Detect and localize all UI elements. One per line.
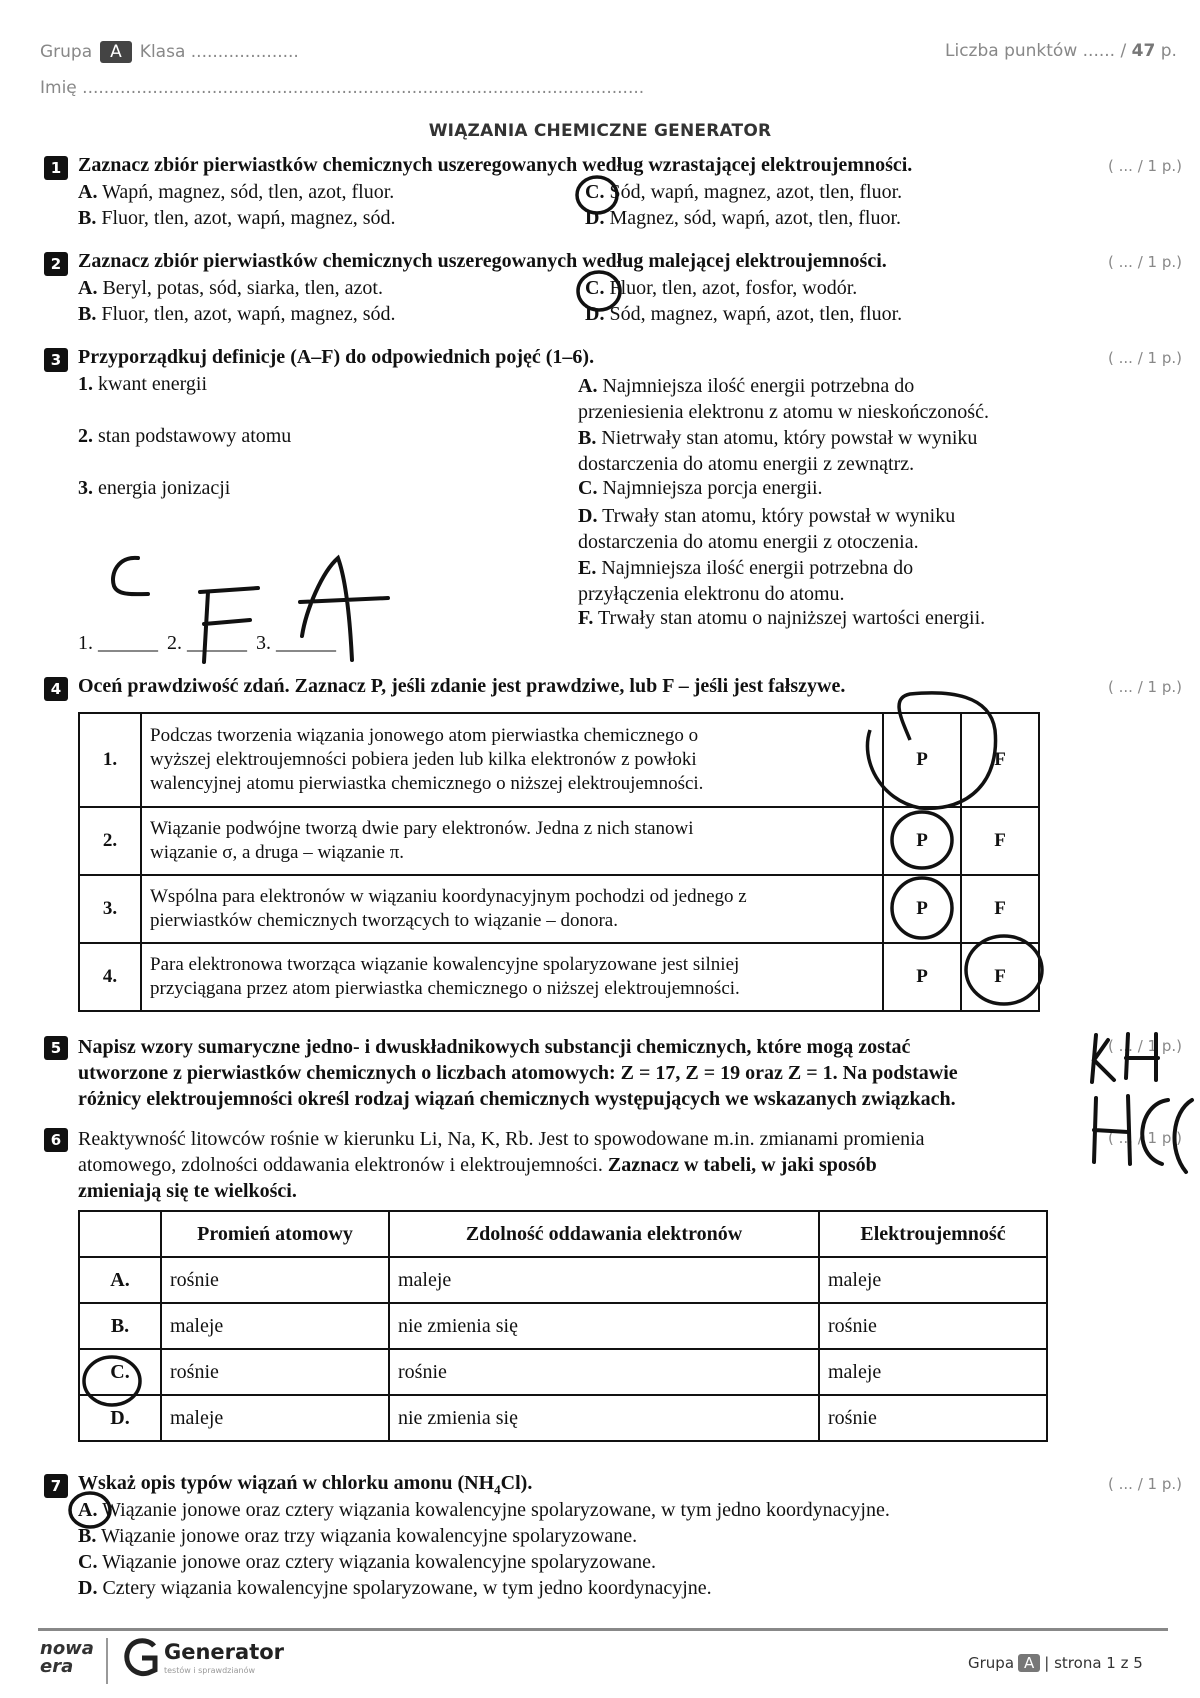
question-6-points: ( ... / 1 p.) — [1108, 1129, 1182, 1147]
concept-2: 2. stan podstawowy atomu — [78, 425, 292, 447]
definition-f: F. Trwały stan atomu o najniższej wartości energii. — [578, 607, 986, 629]
points-total: 47 — [1131, 41, 1156, 61]
tf-2-false[interactable]: F — [961, 807, 1039, 875]
q3-answer-line[interactable]: 1. ______ 2. ______ 3. ______ — [78, 632, 336, 654]
table-row-c[interactable]: C. rośnie rośnie maleje — [79, 1349, 1047, 1395]
question-3-text: Przyporządkuj definicje (A–F) do odpowiednich pojęć (1–6). — [78, 346, 595, 368]
question-5-points: ( ... / 1 p.) — [1108, 1037, 1182, 1055]
question-number-7: 7 — [44, 1474, 68, 1498]
question-4-text: Oceń prawdziwość zdań. Zaznacz P, jeśli zdanie jest prawdziwe, lub F – jeśli jest fałszywe. — [78, 675, 846, 697]
footer-page-info: Grupa A | strona 1 z 5 — [968, 1654, 1143, 1672]
question-2-points: ( ... / 1 p.) — [1108, 253, 1182, 271]
header-points — [945, 41, 1177, 61]
definition-c: C. Najmniejsza porcja energii. — [578, 477, 823, 499]
question-1-points: ( ... / 1 p.) — [1108, 157, 1182, 175]
header-group — [40, 41, 299, 63]
q7-option-a[interactable]: A. Wiązanie jonowe oraz cztery wiązania kowalencyjne spolaryzowane, w tym jedno koordynacyjne. — [78, 1499, 890, 1521]
q2-option-c[interactable]: C. Fluor, tlen, azot, fosfor, wodór. — [585, 277, 858, 299]
points-suffix: p. — [1160, 41, 1177, 61]
question-6-text: Reaktywność litowców rośnie w kierunku Li, Na, K, Rb. Jest to spowodowane m.in. zmianami promienia atomowego, zdolności oddawania elektronów i elektroujemności. Zaznacz w tabeli, w jaki sposób zmieniają się te wielkości. — [78, 1128, 925, 1202]
nowa-era-logo: nowa era — [40, 1638, 94, 1677]
group-label: Grupa — [40, 42, 93, 62]
q7-option-d[interactable]: D. Cztery wiązania kowalencyjne spolaryzowane, w tym jedno koordynacyjne. — [78, 1577, 712, 1599]
definition-e: E. Najmniejsza ilość energii potrzebna do przyłączenia elektronu do atomu. — [578, 557, 914, 605]
definition-b: B. Nietrwały stan atomu, który powstał w wyniku dostarczenia do atomu energii z zewnątrz. — [578, 427, 978, 475]
class-field[interactable]: Klasa .................... — [139, 42, 299, 62]
question-7-text: Wskaż opis typów wiązań w chlorku amonu $(NH_4Cl)$. — [78, 1472, 533, 1497]
question-1-text: Zaznacz zbiór pierwiastków chemicznych uszeregowanych według wzrastającej elektroujemności. — [78, 154, 913, 176]
page-title: WIĄZANIA CHEMICZNE GENERATOR — [428, 121, 772, 141]
q1-option-b[interactable]: B. Fluor, tlen, azot, wapń, magnez, sód. — [78, 207, 396, 229]
question-5-text: Napisz wzory sumaryczne jedno- i dwuskładnikowych substancji chemicznych, które mogą zostać utworzone z pierwiastków chemicznych o liczbach atomowych: Z = 17, Z = 19 oraz Z = 1. Na podstawie różnicy elektroujemności określ rodzaj wiązań chemicznych występujących we wskazanych związkach. — [78, 1036, 958, 1110]
question-number-1: 1 — [44, 156, 68, 180]
generator-subtitle: testów i sprawdzianów — [164, 1666, 255, 1675]
question-number-2: 2 — [44, 252, 68, 276]
concept-3: 3. energia jonizacji — [78, 477, 231, 499]
page-indicator: | strona 1 z 5 — [1044, 1654, 1143, 1672]
tf-2-true[interactable]: P — [883, 807, 961, 875]
question-number-5: 5 — [44, 1036, 68, 1060]
table-row-d[interactable]: D. maleje nie zmienia się rośnie — [79, 1395, 1047, 1441]
group-value-badge: A — [100, 41, 132, 63]
table-row-a[interactable]: A. rośnie maleje maleje — [79, 1257, 1047, 1303]
footer-group-badge: A — [1018, 1654, 1040, 1672]
tf-3-true[interactable]: P — [883, 875, 961, 943]
q2-option-b[interactable]: B. Fluor, tlen, azot, wapń, magnez, sód. — [78, 303, 396, 325]
tf-4-false[interactable]: F — [961, 943, 1039, 1011]
tf-row-1: 1. Podczas tworzenia wiązania jonowego atom pierwiastka chemicznego o wyższej elektroujemności pobiera jeden lub kilka elektronów z powłoki walencyjnej atomu pierwiastka chemicznego o niższej elektroujemności. P F — [79, 713, 1039, 807]
footer-divider — [38, 1628, 1168, 1631]
alkali-metals-table — [78, 1210, 1048, 1442]
name-field[interactable]: Imię ........................................................................................................ — [40, 78, 645, 98]
question-number-3: 3 — [44, 348, 68, 372]
points-label: Liczba punktów ...... / — [945, 41, 1127, 61]
true-false-table — [78, 712, 1040, 1012]
concept-1: 1. kwant energii — [78, 373, 208, 395]
q7-option-c[interactable]: C. Wiązanie jonowe oraz cztery wiązania kowalencyjne spolaryzowane. — [78, 1551, 657, 1573]
definition-d: D. Trwały stan atomu, który powstał w wyniku dostarczenia do atomu energii z otoczenia. — [578, 505, 956, 553]
table-header-row: Promień atomowy Zdolność oddawania elektronów Elektroujemność — [79, 1211, 1047, 1257]
tf-3-false[interactable]: F — [961, 875, 1039, 943]
definition-a: A. Najmniejsza ilość energii potrzebna do przeniesienia elektronu z atomu w nieskończoność. — [578, 375, 989, 423]
table-row-b[interactable]: B. maleje nie zmienia się rośnie — [79, 1303, 1047, 1349]
question-2-text: Zaznacz zbiór pierwiastków chemicznych uszeregowanych według malejącej elektroujemności. — [78, 250, 887, 272]
generator-g-icon — [122, 1636, 160, 1678]
tf-row-4: 4. Para elektronowa tworząca wiązanie kowalencyjne spolaryzowane jest silniej przyciągana przez atom pierwiastka chemicznego o niższej elektroujemności. P F — [79, 943, 1039, 1011]
question-3-points: ( ... / 1 p.) — [1108, 349, 1182, 367]
question-7-points: ( ... / 1 p.) — [1108, 1475, 1182, 1493]
tf-1-true[interactable]: P — [883, 713, 961, 807]
question-number-4: 4 — [44, 677, 68, 701]
footer-logo-separator — [106, 1638, 108, 1684]
q7-option-b[interactable]: B. Wiązanie jonowe oraz trzy wiązania kowalencyjne spolaryzowane. — [78, 1525, 638, 1547]
generator-logo — [122, 1636, 160, 1683]
tf-row-3: 3. Wspólna para elektronów w wiązaniu koordynacyjnym pochodzi od jednego z pierwiastków chemicznych tworzących to wiązanie – donora. P F — [79, 875, 1039, 943]
generator-title: Generator — [164, 1640, 285, 1664]
tf-1-false[interactable]: F — [961, 713, 1039, 807]
tf-4-true[interactable]: P — [883, 943, 961, 1011]
q2-option-a[interactable]: A. Beryl, potas, sód, siarka, tlen, azot. — [78, 277, 383, 299]
q2-option-d[interactable]: D. Sód, magnez, wapń, azot, tlen, fluor. — [585, 303, 903, 325]
question-number-6: 6 — [44, 1128, 68, 1152]
q1-option-d[interactable]: D. Magnez, sód, wapń, azot, tlen, fluor. — [585, 207, 902, 229]
tf-row-2: 2. Wiązanie podwójne tworzą dwie pary elektronów. Jedna z nich stanowi wiązanie σ, a druga – wiązanie π. P F — [79, 807, 1039, 875]
q1-option-c[interactable]: C. Sód, wapń, magnez, azot, tlen, fluor. — [585, 181, 903, 203]
q1-option-a[interactable]: A. Wapń, magnez, sód, tlen, azot, fluor. — [78, 181, 395, 203]
question-4-points: ( ... / 1 p.) — [1108, 678, 1182, 696]
